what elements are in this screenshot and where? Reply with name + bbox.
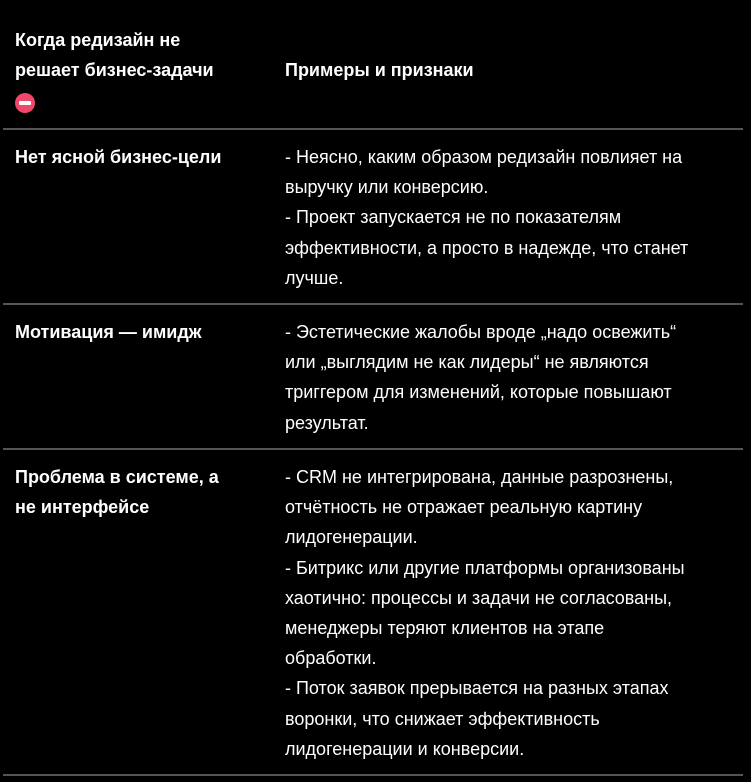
row-text-line: - Эстетические жалобы вроде „надо освежить“ <box>285 322 677 342</box>
row-title <box>3 317 273 436</box>
header-left-line: решает бизнес-задачи <box>15 60 214 81</box>
row-description <box>273 317 743 436</box>
row-title <box>3 142 273 291</box>
table-row <box>3 450 743 776</box>
header-right-label: Примеры и признаки <box>285 60 474 80</box>
row-text-line: выручку или конверсию. <box>285 177 489 198</box>
row-text-line: результат. <box>285 412 369 433</box>
header-cell-examples <box>273 25 743 128</box>
row-text-line: - Битрикс или другие платформы организованы <box>285 557 685 578</box>
table-row <box>3 305 743 450</box>
row-text-line: триггером для изменений, которые повышают <box>285 382 672 403</box>
header-cell-when <box>3 25 273 128</box>
row-text-line: - Неясно, каким образом редизайн повлияет на <box>285 147 683 167</box>
row-text-line: воронки, что снижает эффективность <box>285 708 600 729</box>
row-text-line: или „выглядим не как лидеры“ не являются <box>285 352 649 373</box>
row-text-line: лучше. <box>285 267 344 288</box>
row-text-line: хаотично: процессы и задачи не согласованы, <box>285 587 673 608</box>
row-text-line: - Проект запускается не по показателям <box>285 207 622 228</box>
row-text-line: - Поток заявок прерывается на разных этапах <box>285 678 669 699</box>
row-description <box>273 142 743 291</box>
row-title-line: Нет ясной бизнес-цели <box>15 147 222 167</box>
row-text-line: лидогенерации. <box>285 527 418 548</box>
comparison-table <box>3 0 743 776</box>
row-title <box>3 462 273 762</box>
row-text-line: отчётность не отражает реальную картину <box>285 497 643 518</box>
row-text-line: обработки. <box>285 648 377 669</box>
row-text-line: менеджеры теряют клиентов на этапе <box>285 618 605 639</box>
header-left-line: Когда редизайн не <box>15 30 181 50</box>
row-title-line: Мотивация — имидж <box>15 322 202 342</box>
row-description <box>273 462 743 762</box>
table-row <box>3 130 743 305</box>
row-title-line: не интерфейсе <box>15 497 150 518</box>
row-text-line: лидогенерации и конверсии. <box>285 738 525 759</box>
row-title-line: Проблема в системе, а <box>15 467 219 487</box>
no-entry-icon <box>15 93 35 113</box>
row-text-line: - CRM не интегрирована, данные разрознены, <box>285 467 674 487</box>
table-header-row <box>3 0 743 130</box>
row-text-line: эффективности, а просто в надежде, что станет <box>285 237 689 258</box>
